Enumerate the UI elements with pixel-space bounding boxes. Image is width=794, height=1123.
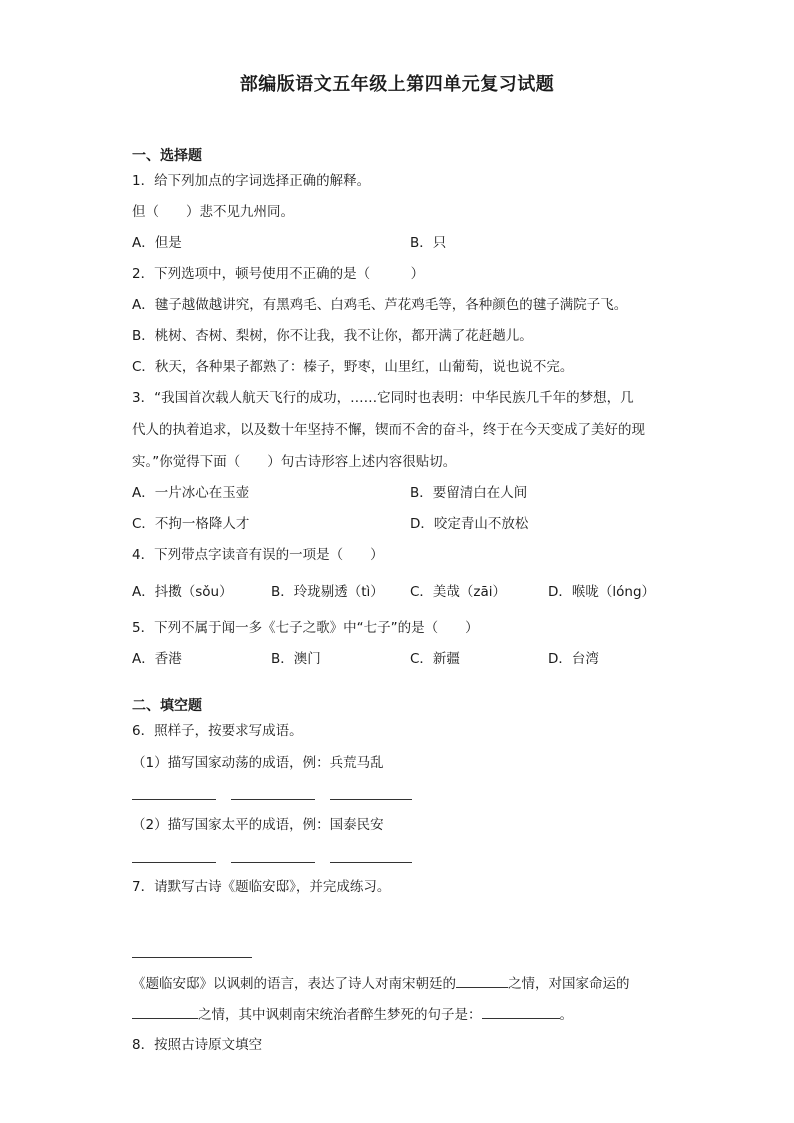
question-3-line-3: 实。”你觉得下面（ ）句古诗形容上述内容很贴切。	[132, 454, 457, 470]
question-7-text-part-4: 。	[559, 1007, 573, 1023]
question-5-option-d: D．台湾	[548, 651, 599, 667]
question-4-option-c: C．美哉（zāi）	[410, 584, 507, 600]
question-3-option-a: A．一片冰心在玉壶	[132, 485, 250, 501]
question-5-option-a: A．香港	[132, 651, 182, 667]
question-7-text-row-1	[132, 973, 630, 994]
question-3-option-b: B．要留清白在人间	[410, 485, 528, 501]
fill-blank[interactable]	[482, 1004, 560, 1019]
question-7-text-part-1: 《题临安邸》以讽刺的语言，表达了诗人对南宋朝廷的	[132, 976, 456, 992]
answer-line[interactable]	[132, 862, 216, 863]
question-2-option-b: B．桃树、杏树、梨树，你不让我，我不让你，都开满了花赶趟儿。	[132, 328, 533, 344]
question-2-option-c: C．秋天，各种果子都熟了：榛子，野枣，山里红，山葡萄，说也说不完。	[132, 359, 574, 375]
question-4-option-a: A．抖擞（sǒu）	[132, 584, 233, 600]
question-7-text-part-3: 之情，其中讽刺南宋统治者醉生梦死的句子是：	[198, 1007, 482, 1023]
question-7-text-row-2	[132, 1004, 573, 1025]
question-1-option-b: B．只	[410, 235, 447, 251]
section-heading-fill: 二、填空题	[132, 698, 202, 714]
answer-line[interactable]	[330, 862, 412, 863]
question-5-option-c: C．新疆	[410, 651, 460, 667]
question-2-option-a: A．毽子越做越讲究，有黑鸡毛、白鸡毛、芦花鸡毛等，各种颜色的毽子满院子飞。	[132, 297, 628, 313]
question-6-stem: 6．照样子，按要求写成语。	[132, 723, 303, 739]
fill-blank[interactable]	[456, 973, 508, 988]
question-4-option-b: B．玲珑剔透（tì）	[271, 584, 384, 600]
question-1-stem: 1．给下列加点的字词选择正确的解释。	[132, 173, 371, 189]
question-7-stem: 7．请默写古诗《题临安邸》，并完成练习。	[132, 879, 391, 895]
question-4-stem: 4．下列带点字读音有误的一项是（ ）	[132, 547, 384, 563]
question-7-text-part-2: 之情，对国家命运的	[508, 976, 630, 992]
fill-blank[interactable]	[132, 1004, 198, 1019]
question-3-line-1: 3．“我国首次载人航天飞行的成功，……它同时也表明：中华民族几千年的梦想，几	[132, 390, 634, 406]
question-6-part-2: （2）描写国家太平的成语，例：国泰民安	[132, 817, 384, 833]
question-1-line: 但（ ）悲不见九州同。	[132, 204, 294, 220]
page-title: 部编版语文五年级上第四单元复习试题	[239, 74, 555, 95]
question-3-line-2: 代人的执着追求，以及数十年坚持不懈，锲而不舍的奋斗，终于在今天变成了美好的现	[132, 422, 645, 438]
question-6-part-1: （1）描写国家动荡的成语，例：兵荒马乱	[132, 755, 384, 771]
question-8-stem: 8．按照古诗原文填空	[132, 1037, 263, 1053]
question-5-option-b: B．澳门	[271, 651, 321, 667]
section-heading-choice: 一、选择题	[132, 148, 202, 164]
answer-line[interactable]	[132, 799, 216, 800]
answer-line[interactable]	[231, 799, 315, 800]
answer-line[interactable]	[330, 799, 412, 800]
question-2-stem: 2．下列选项中，顿号使用不正确的是（ ）	[132, 266, 425, 282]
question-1-option-a: A．但是	[132, 235, 182, 251]
answer-line[interactable]	[231, 862, 315, 863]
question-3-option-d: D．咬定青山不放松	[410, 516, 529, 532]
question-3-option-c: C．不拘一格降人才	[132, 516, 250, 532]
poem-answer-line[interactable]	[132, 957, 252, 958]
question-5-stem: 5．下列不属于闻一多《七子之歌》中“七子”的是（ ）	[132, 620, 479, 636]
question-4-option-d: D．喉咙（lóng）	[548, 584, 656, 600]
